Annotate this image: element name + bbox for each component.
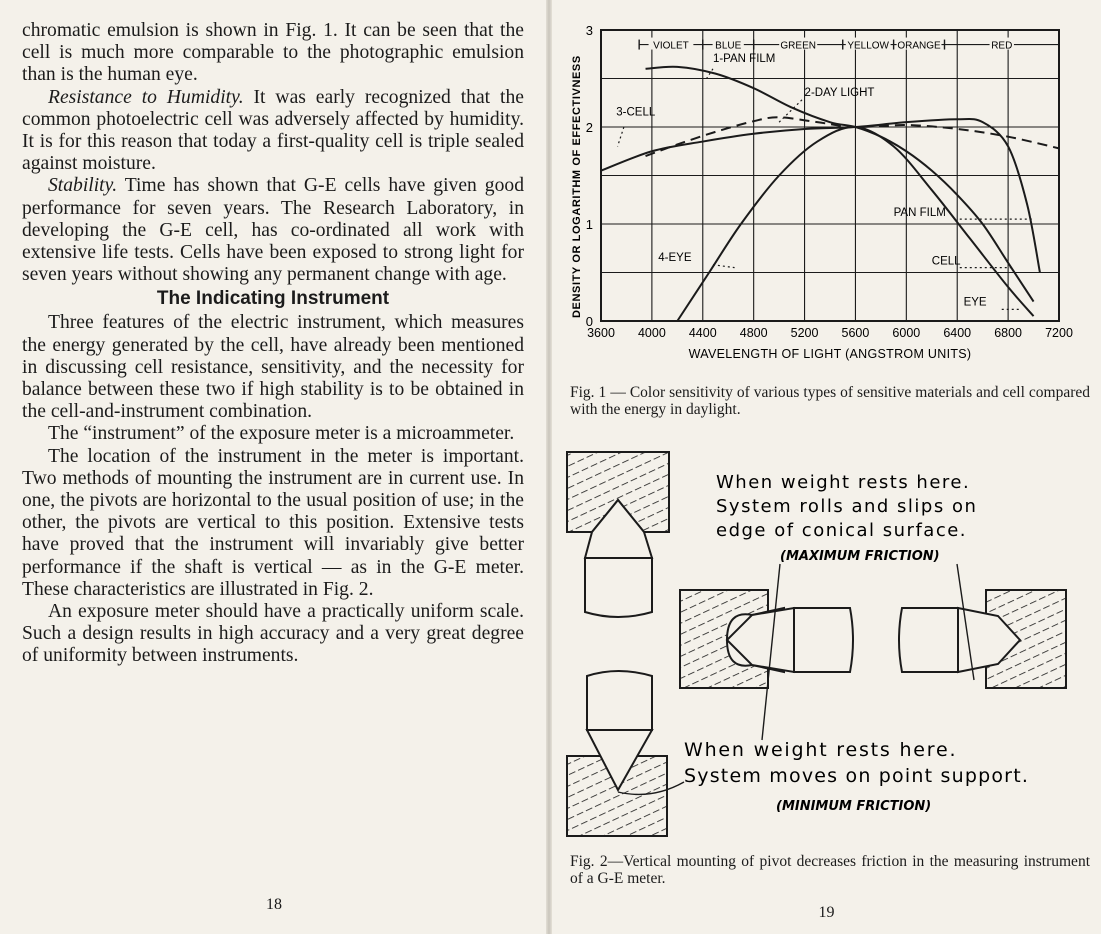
chart-x-tick: 6000: [892, 326, 921, 340]
chart-x-tick: 5600: [841, 326, 870, 340]
paragraph-uniform-scale: An exposure meter should have a practically uniform scale. Such a design results in high accuracy and a very great degree of uniformity between instruments.: [22, 601, 524, 667]
fig2-bottom-line2: System moves on point support.: [684, 765, 1030, 787]
right-page: [552, 0, 1101, 934]
chart-label-cell: 3-CELL: [616, 106, 656, 119]
paragraph-emulsion: chromatic emulsion is shown in Fig. 1. It can be seen that the cell is much more comparable to the photographic emulsion than is the human eye.: [22, 20, 524, 86]
fig2-bottom-line1: When weight rests here.: [684, 739, 958, 761]
chart-label-pan_film_top: 1-PAN FILM: [712, 53, 776, 66]
chart-label-eye: 4-EYE: [658, 251, 692, 264]
chart-x-label: WAVELENGTH OF LIGHT (ANGSTROM UNITS): [688, 347, 972, 361]
band-label: BLUE: [715, 40, 742, 52]
fig2-caption: Fig. 2—Vertical mounting of pivot decreases friction in the measuring instrument of a G-E meter.: [570, 853, 1090, 887]
series-line-1: [646, 67, 1034, 302]
chart-x-tick: 4000: [637, 326, 666, 340]
chart-y-tick: 3: [585, 23, 593, 38]
lead-stability: Stability.: [48, 175, 118, 197]
chart-leader: [618, 127, 624, 146]
chart-x-tick: 5200: [790, 326, 819, 340]
band-label: YELLOW: [847, 40, 890, 52]
page-number-right: 19: [818, 904, 835, 921]
fig1-caption: Fig. 1 — Color sensitivity of various types of sensitive materials and cell compared with the energy in daylight.: [570, 384, 1090, 418]
paragraph-features: Three features of the electric instrument, which measures the energy generated by the cell, have already been mentioned in discussing cell resistance, sensitivity, and the necessity for balance between these two if high stability is to be obtained in the cell-and-instrument combination.: [22, 312, 524, 423]
chart-x-tick: 4800: [739, 326, 768, 340]
section-heading: The Indicating Instrument: [156, 288, 390, 310]
chart-y-tick: 1: [585, 217, 593, 232]
pivot-horizontal-left: [680, 590, 853, 688]
chart-y-tick: 2: [585, 120, 593, 135]
paragraph-humidity: Resistance to Humidity. It was early recognized that the common photoelectric cell was adversely affected by humidity. It is for this reason that today a first-quality cell is triple sealed against moisture.: [22, 86, 524, 175]
chart-x-tick: 7200: [1045, 326, 1073, 340]
paragraph-location: The location of the instrument in the meter is important. Two methods of mounting the instrument are in current use. In one, the pivots are horizontal to the usual position of use; in the other, the pivots are vertical to this position. Extensive tests have proved that the instrument will invariably give better performance if the shaft is vertical — as in the G-E meter. These characteristics are illustrated in Fig. 2.: [22, 445, 524, 600]
fig2-diagram: [552, 440, 1101, 860]
fig2-top-line1: When weight rests here.: [716, 472, 971, 493]
chart-y-tick: 0: [585, 314, 593, 329]
chart-label-cell_right: CELL: [931, 255, 961, 268]
fig1-chart: [552, 0, 1101, 380]
paragraph-microammeter: The “instrument” of the exposure meter is a microammeter.: [48, 423, 515, 445]
lead-humidity: Resistance to Humidity.: [48, 86, 244, 108]
pivot-vertical-bottom: [567, 671, 667, 836]
chart-leader: [713, 265, 735, 268]
chart-x-tick: 4400: [688, 326, 717, 340]
chart-y-label: DENSITY OR LOGARITHM OF EFFECTIVNESS: [571, 55, 583, 318]
chart-label-day_light: 2-DAY LIGHT: [804, 86, 875, 99]
chart-label-pan_film_right: PAN FILM: [893, 207, 946, 220]
chart-x-tick: 6400: [943, 326, 972, 340]
fig2-top-note: (MAXIMUM FRICTION): [780, 549, 940, 564]
band-label: ORANGE: [897, 40, 941, 52]
chart-x-tick: 3600: [587, 326, 615, 340]
paragraph-stability: Stability. Time has shown that G-E cells have given good performance for seven years. The Research Laboratory, in developing the G-E cell, has co-ordinated all work with extensive life tests. Cells have been exposed to strong light for seven years without showing any permanent change with age.: [22, 175, 524, 286]
fig2-top-line3: edge of conical surface.: [716, 520, 968, 541]
chart-x-tick: 6800: [994, 326, 1023, 340]
page-number-left: 18: [266, 896, 282, 913]
chart-label-eye_right: EYE: [963, 296, 987, 309]
pivot-vertical-top: [567, 452, 669, 617]
series-line-2: [646, 117, 1059, 156]
fig2-top-line2: System rolls and slips on: [716, 496, 978, 517]
band-label: VIOLET: [653, 40, 689, 52]
left-page: [0, 0, 548, 934]
pivot-horizontal-right: [899, 590, 1066, 688]
band-label: RED: [991, 40, 1013, 52]
fig2-bottom-note: (MINIMUM FRICTION): [776, 799, 932, 814]
band-label: GREEN: [780, 40, 816, 52]
series-line-3: [601, 119, 1040, 273]
